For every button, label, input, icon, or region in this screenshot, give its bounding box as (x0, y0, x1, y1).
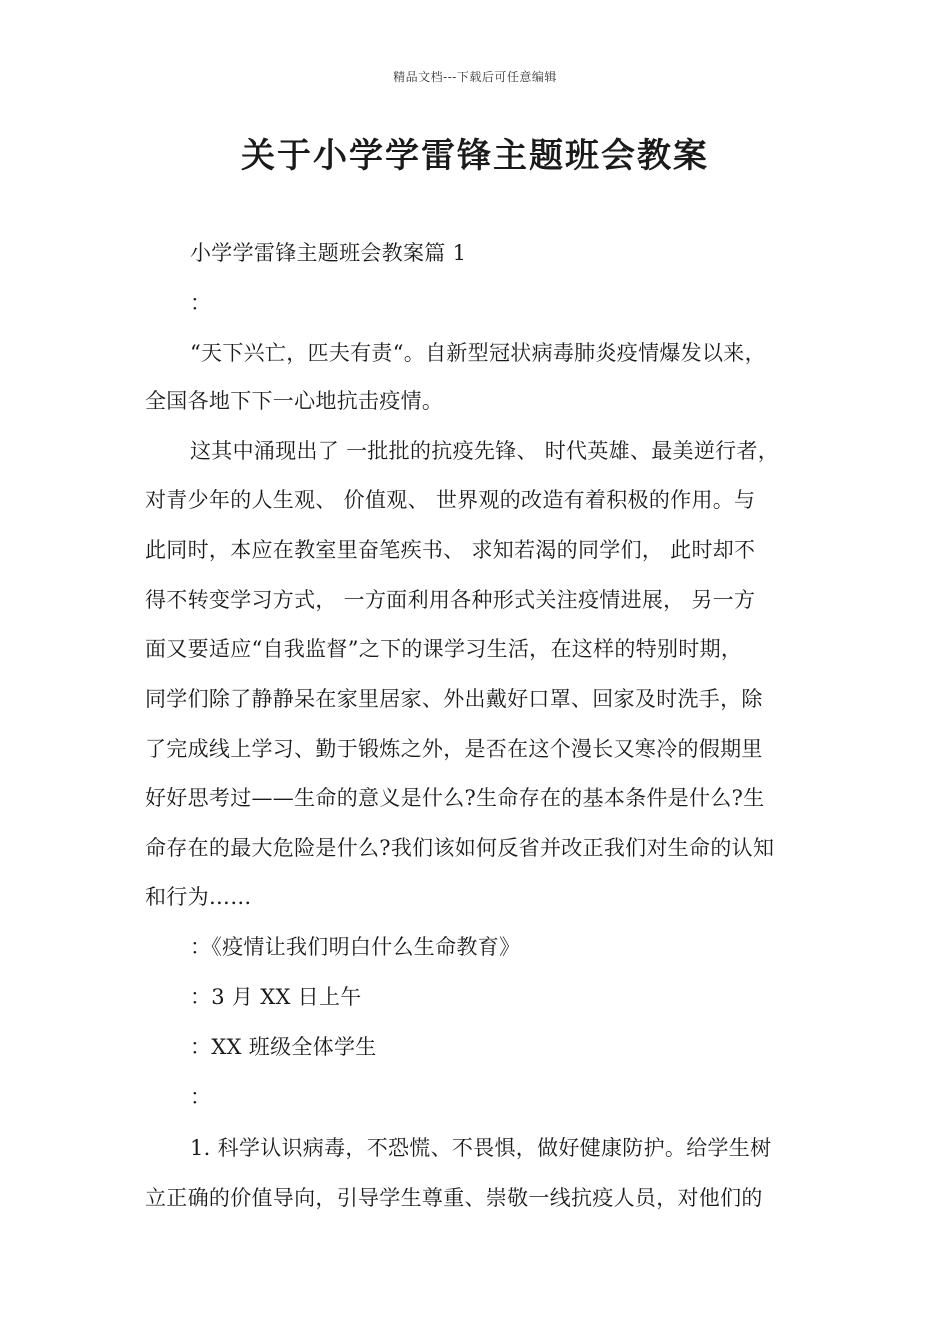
paragraph-line: 同学们除了静静呆在家里居家、外出戴好口罩、回家及时洗手，除 (145, 687, 763, 711)
paragraph-line: ：3 月 XX 日上午 (190, 985, 362, 1009)
paragraph-line: ：XX 班级全体学生 (190, 1035, 377, 1059)
paragraph-line: “天下兴亡，匹夫有责“。自新型冠状病毒肺炎疫情爆发以来， (190, 341, 766, 365)
paragraph-line: 得不转变学习方式， 一方面利用各种形式关注疫情进展， 另一方 (145, 588, 756, 612)
paragraph-line: 好好思考过——生命的意义是什么?生命存在的基本条件是什么?生 (145, 786, 765, 810)
paragraph-line: ： (190, 1085, 212, 1109)
section-heading: 小学学雷锋主题班会教案篇 1 (190, 241, 467, 265)
paragraph-line: 这其中涌现出了 一批批的抗疫先锋、 时代英雄、最美逆行者， (190, 439, 780, 463)
paragraph-line: 对青少年的人生观、 价值观、 世界观的改造有着积极的作用。与 (145, 488, 756, 512)
paragraph-line: 全国各地下下一心地抗击疫情。 (145, 389, 444, 413)
paragraph-line: 此同时，本应在教室里奋笔疾书、 求知若渴的同学们， 此时却不 (145, 538, 756, 562)
paragraph-line: 1. 科学认识病毒，不恐慌、不畏惧，做好健康防护。给学生树 (190, 1136, 772, 1160)
paragraph-line: ：《疫情让我们明白什么生命教育》 (190, 935, 521, 959)
paragraph-line: 了完成线上学习、勤于锻炼之外，是否在这个漫长又寒冷的假期里 (145, 737, 763, 761)
paragraph-line: 命存在的最大危险是什么?我们该如何反省并改正我们对生命的认知 (145, 836, 775, 860)
document-title: 关于小学学雷锋主题班会教案 (241, 136, 709, 176)
paragraph-line: 立正确的价值导向，引导学生尊重、崇敬一线抗疫人员，对他们的 (145, 1186, 763, 1210)
header-note: 精品文档---下载后可任意编辑 (393, 70, 557, 84)
paragraph-line: 面又要适应“自我监督”之下的课学习生活，在这样的特别时期， (145, 637, 743, 661)
paragraph-line: ： (190, 291, 212, 315)
paragraph-line: 和行为…… (145, 885, 252, 909)
